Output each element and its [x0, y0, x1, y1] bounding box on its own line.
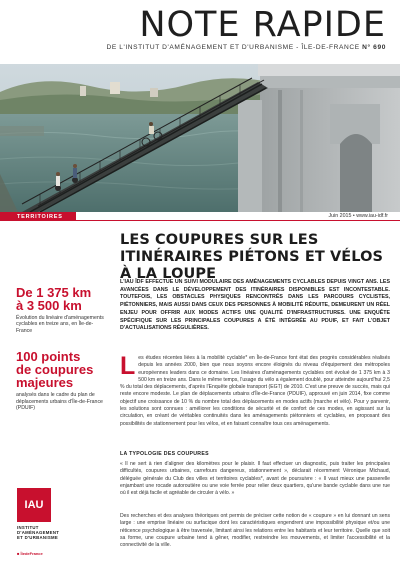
body-paragraph-1: [120, 352, 390, 428]
key-figures-column: [16, 286, 108, 411]
key-figure-major-breaks: [16, 350, 108, 411]
body-paragraph-3: Des recherches et des analyses théoriques ont permis de préciser cette notion de « coupure » en lui donnant un sens large : une emprise linéaire ou surfacique dont les caractéristiques engendrent une impossibilité physique et/ou une réticence psychologique à être traversée, limitant ainsi les relations entre les habitants et leur territoire. Quelle que soit sa forme, une coupure urbaine tend à gêner, modifier, restreindre les mouvements, et limiter l'accessibilité et la connectivité de la ville.: [120, 513, 390, 549]
key-figure-value-line2: à 3 500 km: [16, 298, 82, 313]
iau-logo-text: [17, 525, 59, 540]
key-figure-caption: analysés dans le cadre du plan de déplacements urbains d'Île-de-France (PDUIF): [16, 392, 103, 412]
section-tag: TERRITOIRES: [0, 212, 76, 221]
article-lead: L'IAU ÎDF EFFECTUE UN SUIVI MODULAIRE DES AMÉNAGEMENTS CYCLABLES DEPUIS VINGT ANS. LES AVANCÉES DANS LE DÉVELOPPEMENT DES ITINÉRAIRES DISPONIBLES EST INCONTESTABLE. TOUTEFOIS, LES OBSTACLES PHYSIQUES RENCONTRÉS DANS LES PARCOURS CYCLISTES, PIÉTONNIERS, MAIS AUSSI DANS CEUX DES PERSONNES À MOBILITÉ RÉDUITE, DEMEURENT UN RÉEL ENJEU POUR OFFRIR AUX MODES ACTIFS UNE QUALITÉ D'INFRASTRUCTURES. UNE ENQUÊTE SPÉCIFIQUE SUR LES PRINCIPALES COUPURES A ÉTÉ INTÉGRÉE AU PDUIF, ET FAIT L'OBJET D'ACTUALISATIONS RÉGULIÈRES.: [120, 279, 390, 332]
logo-text-line: D'AMÉNAGEMENT: [17, 530, 60, 535]
publication-subtitle: [106, 44, 386, 51]
paragraph-text: es études récentes liées à la mobilité cyclable* en Île-de-France font état des progrès considérables réalisés depuis les années 2000, bien que nous soyons encore éloignés du niveau d'équipement des métropoles européennes leaders dans ce domaine. Les linéaires d'aménagements cyclables ont évolué de 1 375 km à 3 500 km en treize ans. Dans le même temps, l'usage du vélo a également doublé, pour atteindre aujourd'hui 2,5 % du total des déplacements, d'après l'Enquête globale transport (EGT) de 2010. C'est une preuve de succès, mais qui reste encore modeste. Le plan de déplacements urbains d'Île-de-France (PDUIF), approuvé en juin 2014, fixe comme objectif une croissance de 10 % du nombre total des déplacements en modes actifs (marche et vélo). Pour y parvenir, les solutions sont connues : améliorer les conditions de sécurité et de confort de ces modes, en agissant sur la circulation, en créant de véritables continuités dans les aménagements piétonniers et cyclables, en proposant des possibilités de stationnement pour les vélos, et en faisant connaître tous ces aménagements.: [120, 355, 390, 427]
key-figure-value-line2: de coupures majeures: [16, 362, 94, 391]
iau-logo: [17, 488, 107, 558]
section-subheading: LA TYPOLOGIE DES COUPURES: [120, 451, 209, 457]
masthead: [0, 0, 400, 64]
logo-text-line: ET D'URBANISME: [17, 535, 59, 540]
cover-photo-footbridge: [0, 64, 400, 212]
body-paragraph-2: « Il ne sert à rien d'aligner des kilomètres pour le plaisir. Il faut effectuer un diagnostic, puis traiter les principales difficultés, coupures urbaines, carrefours dangereux, stationnement », déclarait récemment Véronique Michaud, déléguée générale du Club des villes et territoires cyclables*, avant de poursuivre : « Il vaut mieux une passerelle enjambant une rocade autoroutière ou une voie ferrée pour relier deux quartiers, qu'une bande cyclable dans une rue où il est déjà facile et agréable de circuler à vélo. »: [120, 461, 390, 497]
publication-title: NOTE RAPIDE: [139, 5, 386, 45]
issue-date-website: Juin 2015 • www.iau-idf.fr: [328, 213, 388, 219]
key-figure-caption: Évolution du linéaire d'aménagements cyclables en treize ans, en Île-de-France: [16, 315, 104, 334]
section-divider: [76, 220, 400, 221]
key-figure-value-line1: De 1 375 km: [16, 285, 92, 300]
section-bar: [0, 212, 400, 221]
article-headline: LES COUPURES SUR LES ITINÉRAIRES PIÉTONS ET VÉLOS À LA LOUPE: [120, 232, 384, 282]
issue-number: N° 690: [362, 44, 386, 51]
region-logo: ■ ÎledeFrance: [17, 551, 43, 556]
iau-logo-mark: IAU: [17, 488, 51, 522]
key-figure-cycling-network: [16, 286, 108, 334]
drop-cap: L: [120, 352, 136, 380]
publisher-name: DE L'INSTITUT D'AMÉNAGEMENT ET D'URBANISME - ÎLE-DE-FRANCE: [106, 44, 363, 51]
key-figure-value-line1: 100 points: [16, 349, 81, 365]
logo-text-line: INSTITUT: [17, 525, 39, 530]
